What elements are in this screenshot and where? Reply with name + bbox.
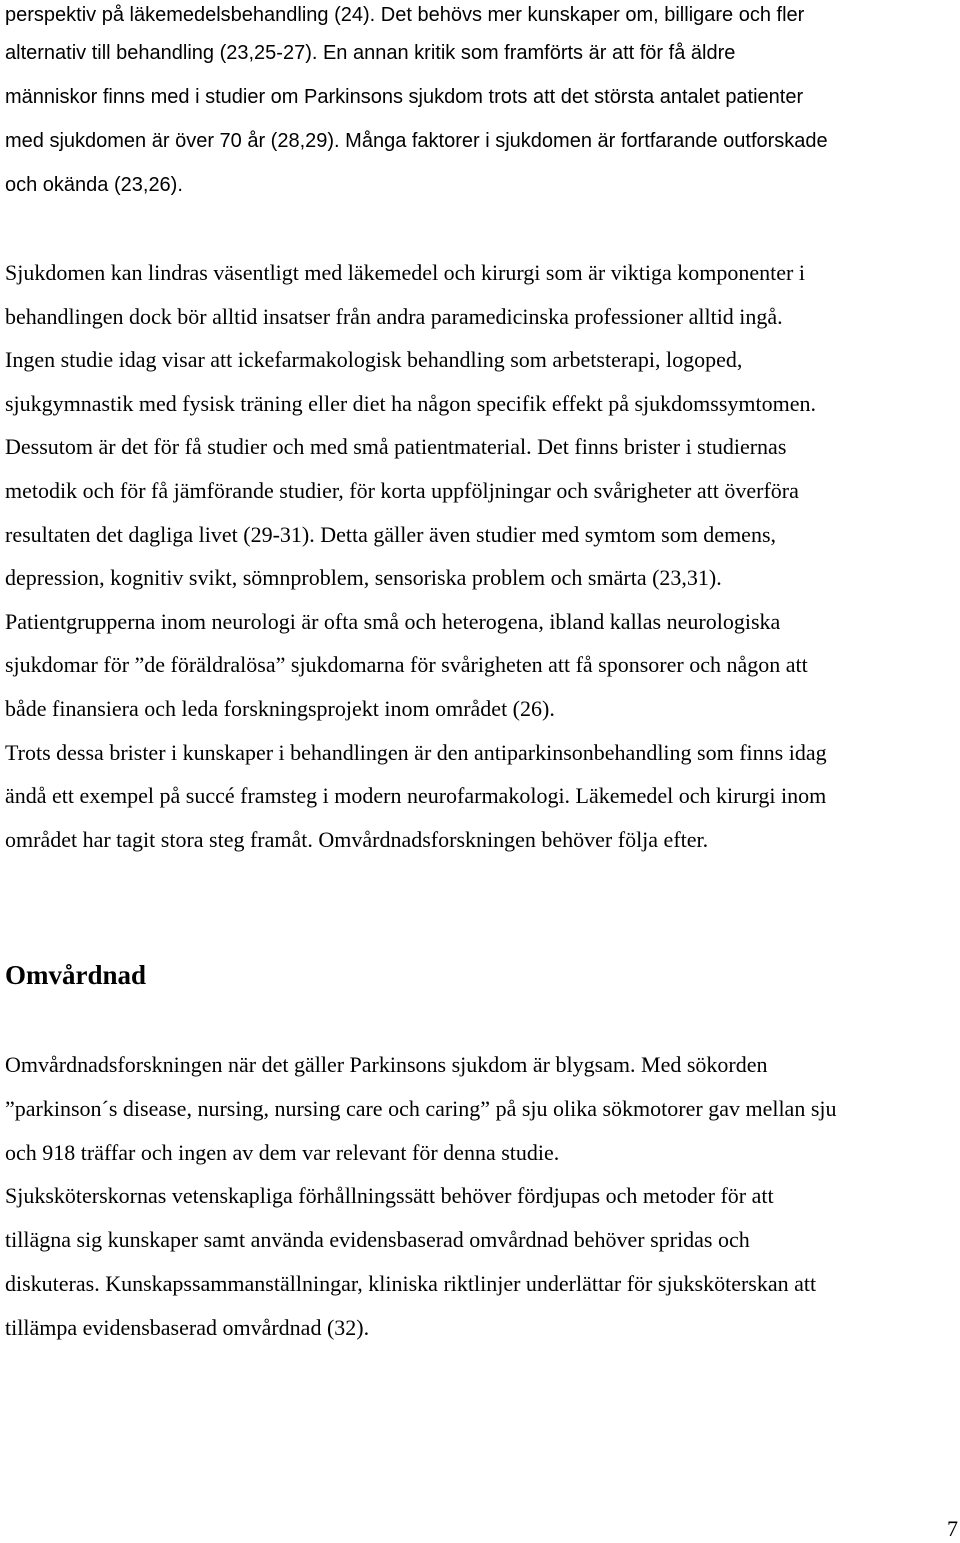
text-line: perspektiv på läkemedelsbehandling (24). Det behövs mer kunskaper om, billigare och fler <box>5 4 805 26</box>
page-number: 7 <box>947 1516 958 1541</box>
text-line: ”parkinson´s disease, nursing, nursing care och caring” på sju olika sökmotorer gav mellan sju <box>5 1096 837 1121</box>
text-line: Sjuksköterskornas vetenskapliga förhållningssätt behöver fördjupas och metoder för att <box>5 1183 774 1208</box>
text-line: ändå ett exempel på succé framsteg i modern neurofarmakologi. Läkemedel och kirurgi inom <box>5 783 827 808</box>
text-line: Dessutom är det för få studier och med små patientmaterial. Det finns brister i studiernas <box>5 434 787 459</box>
text-line: människor finns med i studier om Parkinsons sjukdom trots att det största antalet patienter <box>5 86 804 108</box>
text-line: både finansiera och leda forskningsprojekt inom området (26). <box>5 696 555 721</box>
text-line: resultaten det dagliga livet (29-31). Detta gäller även studier med symtom som demens, <box>5 522 777 547</box>
text-line: med sjukdomen är över 70 år (28,29). Många faktorer i sjukdomen är fortfarande outforskade <box>5 130 828 152</box>
text-line: Trots dessa brister i kunskaper i behandlingen är den antiparkinsonbehandling som finns idag <box>5 740 827 765</box>
text-line: och 918 träffar och ingen av dem var relevant för denna studie. <box>5 1140 560 1165</box>
text-line: Ingen studie idag visar att ickefarmakologisk behandling som arbetsterapi, logoped, <box>5 347 743 372</box>
text-line: behandlingen dock bör alltid insatser från andra paramedicinska professioner alltid ingå. <box>5 304 783 329</box>
text-line: alternativ till behandling (23,25-27). En annan kritik som framförts är att för få äldre <box>5 42 736 64</box>
text-line: Patientgrupperna inom neurologi är ofta små och heterogena, ibland kallas neurologiska <box>5 609 781 634</box>
section-heading: Omvårdnad <box>5 960 147 990</box>
text-line: depression, kognitiv svikt, sömnproblem, sensoriska problem och smärta (23,31). <box>5 565 722 590</box>
text-line: tillämpa evidensbaserad omvårdnad (32). <box>5 1315 370 1340</box>
text-line: och okända (23,26). <box>5 174 183 196</box>
text-line: området har tagit stora steg framåt. Omvårdnadsforskningen behöver följa efter. <box>5 827 709 852</box>
text-line: metodik och för få jämförande studier, för korta uppföljningar och svårigheter att överföra <box>5 478 799 503</box>
text-line: Sjukdomen kan lindras väsentligt med läkemedel och kirurgi som är viktiga komponenter i <box>5 260 805 285</box>
text-line: sjukdomar för ”de föräldralösa” sjukdomarna för svårigheten att få sponsorer och någon att <box>5 652 808 677</box>
text-line: sjukgymnastik med fysisk träning eller diet ha någon specifik effekt på sjukdomssymtomen. <box>5 391 817 416</box>
text-line: diskuteras. Kunskapssammanställningar, kliniska riktlinjer underlättar för sjuksköterskan att <box>5 1271 817 1296</box>
text-line: tillägna sig kunskaper samt använda evidensbaserad omvårdnad behöver spridas och <box>5 1227 750 1252</box>
text-line: Omvårdnadsforskningen när det gäller Parkinsons sjukdom är blygsam. Med sökorden <box>5 1052 768 1077</box>
